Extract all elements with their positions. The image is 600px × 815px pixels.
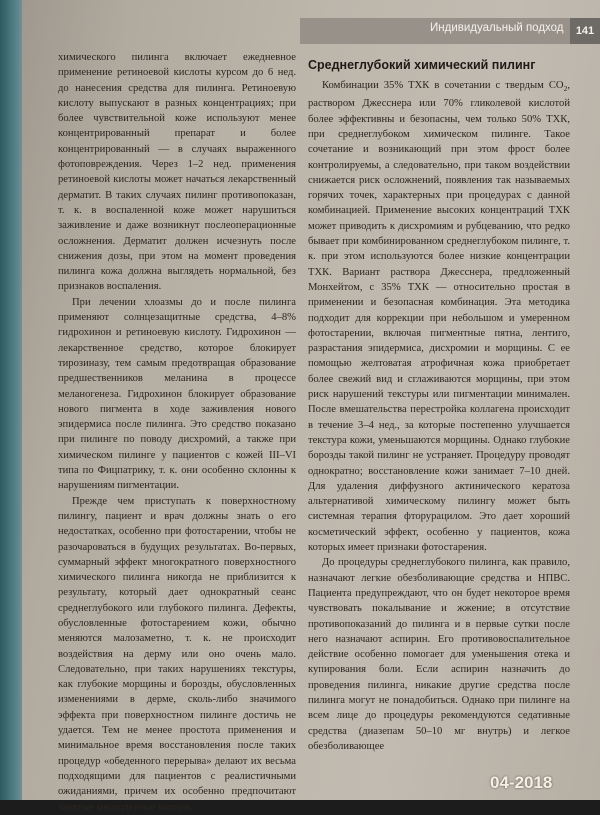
right-paragraph-1-start: Комбинации 35% ТХК в сочетании с твердым CO — [322, 80, 564, 91]
book-spine — [0, 0, 22, 800]
right-paragraph-1 — [308, 78, 570, 555]
right-paragraph-2: До процедуры среднеглубокого пилинга, как правило, назначают легкие обезболивающие средства и НПВС. Пациента предупреждают, что он будет некоторое время чувствовать покалывание и жжение; в отсутствие противопоказаний до пилинга и в первые сутки после него назначают аспирин. Его противовоспалительное действие особенно помогает для уменьшения отека и купирования боли. Если аспирин назначить до проведения пилинга, никакие другие средства после пилинга могут не понадобиться. Однако при пилинге на всем лице до процедуры рекомендуются седативные средства (диазепам 50–10 мг внутрь) и легкое обезболивающее — [308, 557, 570, 752]
section-heading: Среднеглубокий химический пилинг — [308, 58, 536, 72]
date-watermark: 04-2018 — [490, 773, 553, 792]
left-paragraph-1: химического пилинга включает ежедневное применение ретиноевой кислоты курсом до 6 нед. до нанесения средства для пилинга. Ретиноевую кислоту выпускают в разных концентрациях; при более чувствительной коже используют менее концентрированный препарат и более концентрированный — в случаях выраженного фотоповреждения. Через 1–2 нед. применения ретиноевой кислоты может начаться лекарственный дерматит. В таких случаях пилинг противопоказан, т. к. в воспаленной коже может нарушиться заживление и даже возникнут послеоперационные осложнения. Дерматит должен исчезнуть после снижения дозы, при этом на момент проведения пилинга кожа должна выглядеть нормальной, без признаков воспаления. — [58, 52, 296, 293]
co2-subscript: 2 — [563, 84, 568, 94]
left-paragraph-2: При лечении хлоазмы до и после пилинга применяют солнцезащитные средства, 4–8% гидрохинон и ретиноевую кислоту. Гидрохинон — лекарственное средство, которое блокирует тирозиназу, тем самым предотвращая образование предшественников меланина в процессе меланогенеза. Гидрохинон блокирует образование нового пигмента в ходе заживления нового эпидермиса после пилинга. Это средство показано при пилинге по поводу дисхромий, а также при химическом пилинге у пациентов с кожей III–VI типа по Фицпатрику, т. к. они особенно склонны к нарушениям пигментации. — [58, 296, 296, 492]
left-paragraph-3: Прежде чем приступать к поверхностному пилингу, пациент и врач должны знать о его недостатках, особенно при фотостарении, чтобы не разочароваться в будущих результатах. Во-первых, суммарный эффект многократного поверхностного химического пилинга никогда не приблизится к результату, который дает однократный сеанс среднеглубокого или глубокого пилинга. Дефекты, обусловленные фотостарением кожи, обычно меняются малозаметно, т. к. не происходит воздействия на дерму или оно очень мало. Следовательно, при таких нарушениях текстуры, как глубокие морщины и борозды, обусловленных изменениями в дерме, сколь-либо значимого эффекта при поверхностном пилинге достичь не удается. Тем не менее простота применения и минимальное время восстановления после таких процедур «обеденного перерыва» делают их весьма подходящими для пациентов с реалистичными ожиданиями, причем их особенно предпочитают занятые многодетные матери. — [58, 495, 296, 813]
page-number: 141 — [570, 18, 600, 44]
running-title: Индивидуальный подход — [430, 22, 564, 34]
left-column — [58, 50, 296, 815]
right-paragraph-1-rest: , раствором Джесснера или 70% гликолевой кислотой более эффективны и безопасны, чем только 50% ТХК, при среднеглубоком химическом пилинге. Такое сочетание и возникающий при этом фрост более контролируемы, а следовательно, при таком воздействии снижается риск осложнений, появления так называемых горячих точек, характерных при процедурах с данной комбинацией. Применение высоких концентраций ТХК может приводить к дисхромиям и рубцеванию, что редко бывает при комбинированном среднеглубоком пилинге, т. к. при этом используются более низкие концентрации ТХК. Вариант раствора Джесснера, предложенный Монхейтом, с 35% ТХК — относительно простая в применении и безопасная комбинация. Эта методика подходит для коррекции при небольшом и умеренном фотостарении, включая пигментные пятна, лентиго, разрастания эпидермиса, дисхромии и морщины. С ее помощью желтоватая атрофичная кожа приобретает более свежий вид и сглаживаются морщины, при этом риск нарушений текстуры или пигментации минимален. После вмешательства перестройка коллагена происходит в течение 3–4 нед., за которые постепенно улучшается текстура кожи, уменьшаются морщины. Однако глубокие борозды такой пилинг не устраняет. Процедуру проводят однократно; восстановление кожи занимает 7–10 дней. Для удаления диффузного актинического кератоза альтернативой химическому пилингу может быть системная терапия фторурацилом. Это дает хороший косметический эффект, особенно у пациентов, кожа которых имеет признаки фотостарения. — [308, 80, 570, 554]
right-column — [308, 78, 570, 754]
